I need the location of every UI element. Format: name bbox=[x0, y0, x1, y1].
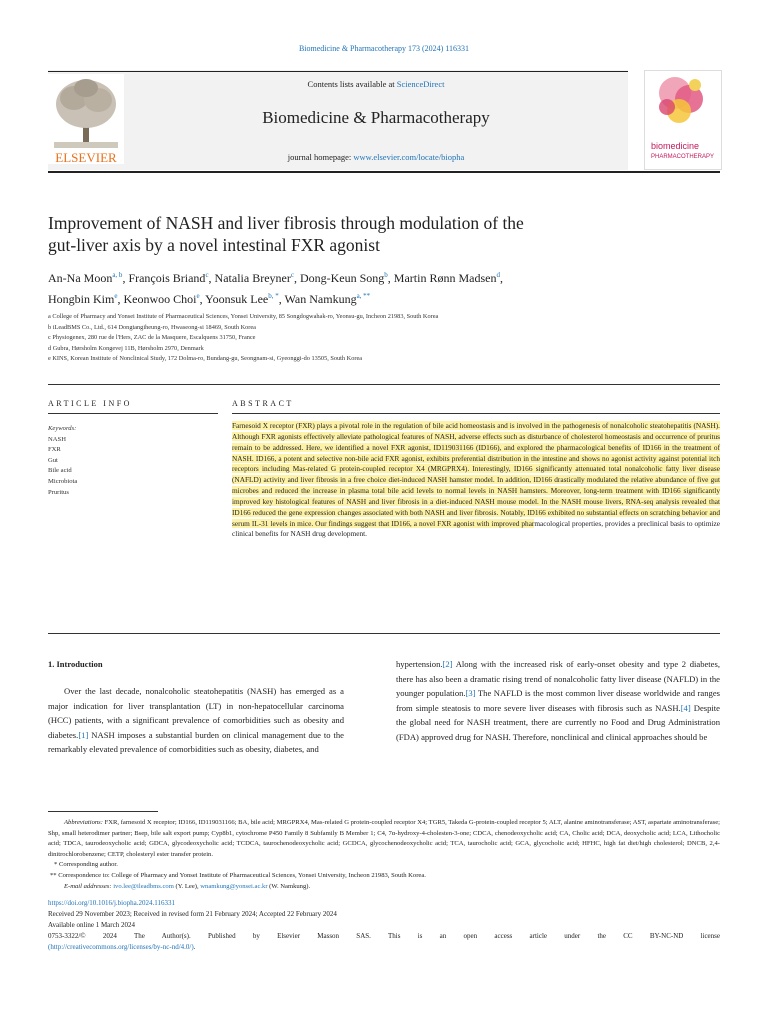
keyword-item: Microbiota bbox=[48, 477, 78, 485]
abbreviations-label: Abbreviations: bbox=[64, 819, 103, 826]
title-line-1: Improvement of NASH and liver fibrosis through modulation of the bbox=[48, 213, 524, 233]
author-separator: , bbox=[117, 292, 124, 306]
affiliation-item: d Gubra, Hørsholm Kongevej 11B, Hørsholm 2970, Denmark bbox=[48, 344, 204, 352]
homepage-prefix: journal homepage: bbox=[287, 152, 354, 162]
license-link[interactable]: (http://creativecommons.org/licenses/by-nc-nd/4.0/) bbox=[48, 943, 194, 951]
journal-citation-link[interactable]: Biomedicine & Pharmacotherapy 173 (2024) 116331 bbox=[298, 44, 470, 53]
author-separator: , bbox=[208, 271, 215, 285]
correspondence-footnote: ** Correspondence to: College of Pharmacy and Yonsei Institute of Pharmaceutical Sciences, Yonsei University, Incheon 21983, South Korea. bbox=[50, 871, 426, 879]
author-affiliation-marker[interactable]: b bbox=[384, 271, 388, 279]
abstract-highlight: Farnesoid X receptor (FXR) plays a pivotal role in the regulation of bile acid homeostasis and is involved in the pathogenesis of nonalcoholic steatohepatitis (NASH). Although FXR agonists effectively alleviate pathological features of NASH, adverse effects such as disturbance of cholesterol homeostasis and occurrence of pruritus remain to be addressed. Here, we identified a novel FXR agonist, ID119031166 (ID166), and explored the pharmacological benefits of ID166 in the treatment of NASH. ID166, a potent and selective non-bile acid FXR agonist, exhibits preferential distribution in the intestine and shows no agonist activity against potential itch receptors including Mas-related G protein-coupled receptor X4 (MRGPRX4). Interestingly, ID166 significantly attenuated total nonalcoholic fatty liver disease (NAFLD) activity and liver fibrosis in a free choice diet-induced NASH hamster model. In addition, ID166 drastically modulated the relative abundance of five gut microbes and reduced the increase in plasma total bile acid levels to normal levels in NASH hamsters. Moreover, long-term treatment with ID166 significantly improved key histological features of NASH and liver fibrosis in a diet-induced NASH mouse model. In the NASH mouse livers, RNA-seq analysis revealed that ID166 reduced the gene expression changes associated with both NASH and liver fibrosis. Notably, ID166 exhibited no substantial effects on scratching behavior and serum IL-31 levels in mice. Our findings suggest that ID166, a novel FXR agonist with improved phar bbox=[232, 421, 720, 528]
article-info-top-rule bbox=[48, 384, 720, 385]
corresponding-footnote: * Corresponding author. bbox=[54, 861, 118, 869]
author-name[interactable]: Wan Namkung bbox=[284, 292, 357, 306]
footnote-rule bbox=[48, 811, 158, 812]
author-name[interactable]: Hongbin Kim bbox=[48, 292, 115, 306]
homepage-link[interactable]: www.elsevier.com/locate/biopha bbox=[353, 152, 465, 162]
cover-title-top: biomedicine bbox=[651, 141, 700, 151]
intro-text: Along with the increased risk of early-onset obesity and type 2 diabetes, there has also been a dramatic rising trend of nonalcoholic fatty liver disease (NAFLD) in the younger population. bbox=[396, 659, 720, 698]
abstract-rest: macological properties, provides a preclinical basis to optimize clinical benefits for NASH drug development. bbox=[232, 518, 721, 539]
license-url-line bbox=[48, 942, 720, 953]
author-name[interactable]: Yoonsuk Lee bbox=[205, 292, 269, 306]
author-affiliation-marker[interactable]: e bbox=[114, 292, 118, 300]
article-info-heading: ARTICLE INFO bbox=[48, 399, 132, 408]
abbreviations-text: FXR, farnesoid X receptor; ID166, ID119031166; BA, bile acid; MRGPRX4, Mas-related G protein-coupled receptor X4; TGR5, Takeda G-protein-coupled receptor 5; ALT, alanine aminotransferase; AST, aspartate aminotransferase; Shp, small heterodimer partner; Bsep, bile salt export pump; Cyp8b1, cytochrome P450 Family 8 Subfamily B Member 1; C4, 7α-hydroxy-4-cholesten-3-one; CDCA, chenodeoxycholic acid; CA, Cholic acid; DCA, deoxycholic acid; LCA, Lithocholic acid; TDCA, taurodeoxycholic acid; GDCA, glycodeoxycholic acid; TCDCA, taurochenodeoxycholic acid; GCDCA, glycochenodeoxycholic acid; TCA, taurocholic acid; GCA, glycocholic acid; HFHC, high fat diet/high cholesterol; DNCB, 2,4-dinitrochlorobenzene; CETP, cholesteryl ester transfer protein. bbox=[48, 819, 720, 858]
header-bottom-rule bbox=[48, 171, 720, 173]
author-name[interactable]: Dong-Keun Song bbox=[299, 271, 385, 285]
email-owner: (W. Namkung). bbox=[267, 882, 311, 890]
affiliation-item: b iLeadBMS Co., Ltd., 614 Dongtangiheung-ro, Hwaseong-si 18469, South Korea bbox=[48, 323, 256, 331]
license-end: . bbox=[193, 943, 196, 951]
footnotes bbox=[48, 818, 720, 892]
email-link-namkung[interactable]: wnamkung@yonsei.ac.kr bbox=[200, 882, 268, 890]
article-title bbox=[48, 212, 648, 256]
author-name[interactable]: An-Na Moon bbox=[48, 271, 113, 285]
elsevier-wordmark: ELSEVIER bbox=[55, 150, 117, 164]
publication-info bbox=[48, 898, 720, 953]
author-separator: , bbox=[199, 292, 206, 306]
reference-link[interactable]: [4] bbox=[680, 702, 691, 713]
email-owner: (Y. Lee), bbox=[173, 882, 201, 890]
introduction-heading: 1. Introduction bbox=[48, 659, 103, 669]
author-separator: , bbox=[293, 271, 300, 285]
affiliations bbox=[48, 312, 688, 365]
received-dates: Received 29 November 2023; Received in revised form 21 February 2024; Accepted 22 February 2024 bbox=[48, 910, 337, 918]
keyword-item: Bile acid bbox=[48, 467, 72, 475]
journal-homepage bbox=[124, 152, 628, 162]
author-separator: , bbox=[278, 292, 285, 306]
elsevier-logo bbox=[48, 74, 124, 164]
email-label: E-mail addresses: bbox=[64, 882, 114, 890]
author-affiliation-marker[interactable]: e bbox=[196, 292, 200, 300]
keywords-block bbox=[48, 424, 218, 498]
affiliation-item: c Physiogenex, 280 rue de l'Hers, ZAC de la Masquere, Escalquens 31750, France bbox=[48, 334, 256, 341]
email-footnote bbox=[48, 882, 720, 893]
keywords-label: Keywords: bbox=[48, 425, 77, 432]
intro-text: hypertension. bbox=[396, 659, 443, 669]
intro-column-left bbox=[48, 684, 344, 757]
sciencedirect-link[interactable]: ScienceDirect bbox=[396, 79, 445, 89]
affiliation-item: e KINS, Korean Institute of Nonclinical Study, 172 Dolma-ro, Bundang-gu, Seongnam-si, Gyeonggi-do 13505, South Korea bbox=[48, 355, 363, 362]
intro-text: Over the last decade, nonalcoholic steatohepatitis (NASH) has emerged as a major indication for liver transplantation (LT) in non-hepatocellular carcinoma (HCC) patients, with a significant prevalence of comorbidities such as obesity and diabetes. bbox=[48, 686, 344, 740]
keyword-item: Pruritus bbox=[48, 488, 69, 496]
author-name[interactable]: Natalia Breyner bbox=[214, 271, 291, 285]
abstract-heading-rule bbox=[232, 413, 720, 414]
intro-column-right bbox=[396, 657, 720, 744]
intro-text: NASH imposes a substantial burden on clinical management due to the remarkably elevated prevalence of comorbidities such as obesity, diabetes, and bbox=[48, 729, 344, 754]
author-affiliation-marker[interactable]: d bbox=[496, 271, 500, 279]
doi-link[interactable]: https://doi.org/10.1016/j.biopha.2024.116331 bbox=[48, 899, 175, 907]
intro-text: The NAFLD is the most common liver disease worldwide and ranges from simple steatosis to more severe liver diseases with fibrosis such as NASH. bbox=[396, 688, 720, 713]
keyword-item: NASH bbox=[48, 435, 66, 443]
available-online: Available online 1 March 2024 bbox=[48, 921, 135, 929]
header-top-rule bbox=[48, 71, 628, 72]
intro-text: Despite the global need for NASH treatment, there are currently no Food and Drug Administration (FDA) approved drug for NASH. Therefore, nonclinical and clinical approaches should be bbox=[396, 702, 720, 742]
journal-title: Biomedicine & Pharmacotherapy bbox=[262, 108, 490, 127]
abstract-text bbox=[232, 421, 720, 540]
author-affiliation-marker[interactable]: c bbox=[290, 271, 294, 279]
author-name[interactable]: Martin Rønn Madsen bbox=[393, 271, 497, 285]
keyword-item: FXR bbox=[48, 446, 61, 454]
abbreviations-footnote bbox=[48, 818, 720, 860]
cover-title-bottom: PHARMACOTHERAPY bbox=[651, 154, 715, 160]
author-separator: , bbox=[387, 271, 394, 285]
author-list bbox=[48, 266, 688, 308]
email-link-lee[interactable]: ivo.lee@ileadbms.com bbox=[113, 882, 174, 890]
author-affiliation-marker[interactable]: a, b bbox=[112, 271, 123, 279]
abstract-heading: ABSTRACT bbox=[232, 399, 294, 408]
reference-link[interactable]: [1] bbox=[78, 729, 89, 740]
title-line-2: gut-liver axis by a novel intestinal FXR agonist bbox=[48, 235, 380, 255]
contents-prefix: Contents lists available at bbox=[307, 79, 397, 89]
article-info-heading-rule bbox=[48, 413, 218, 414]
author-affiliation-marker[interactable]: b, * bbox=[268, 292, 279, 300]
author-affiliation-marker[interactable]: c bbox=[205, 271, 209, 279]
contents-available bbox=[124, 79, 628, 89]
author-affiliation-marker[interactable]: a, ** bbox=[356, 292, 371, 300]
abstract-bottom-rule bbox=[48, 633, 720, 634]
affiliation-item: a College of Pharmacy and Yonsei Institute of Pharmaceutical Sciences, Yonsei University, 85 Songdogwahak-ro, Yeonsu-gu, Incheon 21983, South Korea bbox=[48, 313, 439, 320]
keyword-item: Gut bbox=[48, 456, 58, 464]
author-separator: , bbox=[122, 271, 129, 285]
license-line: 0753-3322/© 2024 The Author(s). Published by Elsevier Masson SAS. This is an open access article under the CC BY-NC-ND license bbox=[48, 932, 720, 940]
author-name[interactable]: François Briand bbox=[128, 271, 206, 285]
reference-link[interactable]: [2] bbox=[442, 659, 453, 669]
author-separator: , bbox=[499, 271, 503, 285]
journal-cover-thumbnail[interactable] bbox=[644, 70, 722, 170]
reference-link[interactable]: [3] bbox=[465, 688, 476, 698]
author-name[interactable]: Keonwoo Choi bbox=[123, 292, 197, 306]
